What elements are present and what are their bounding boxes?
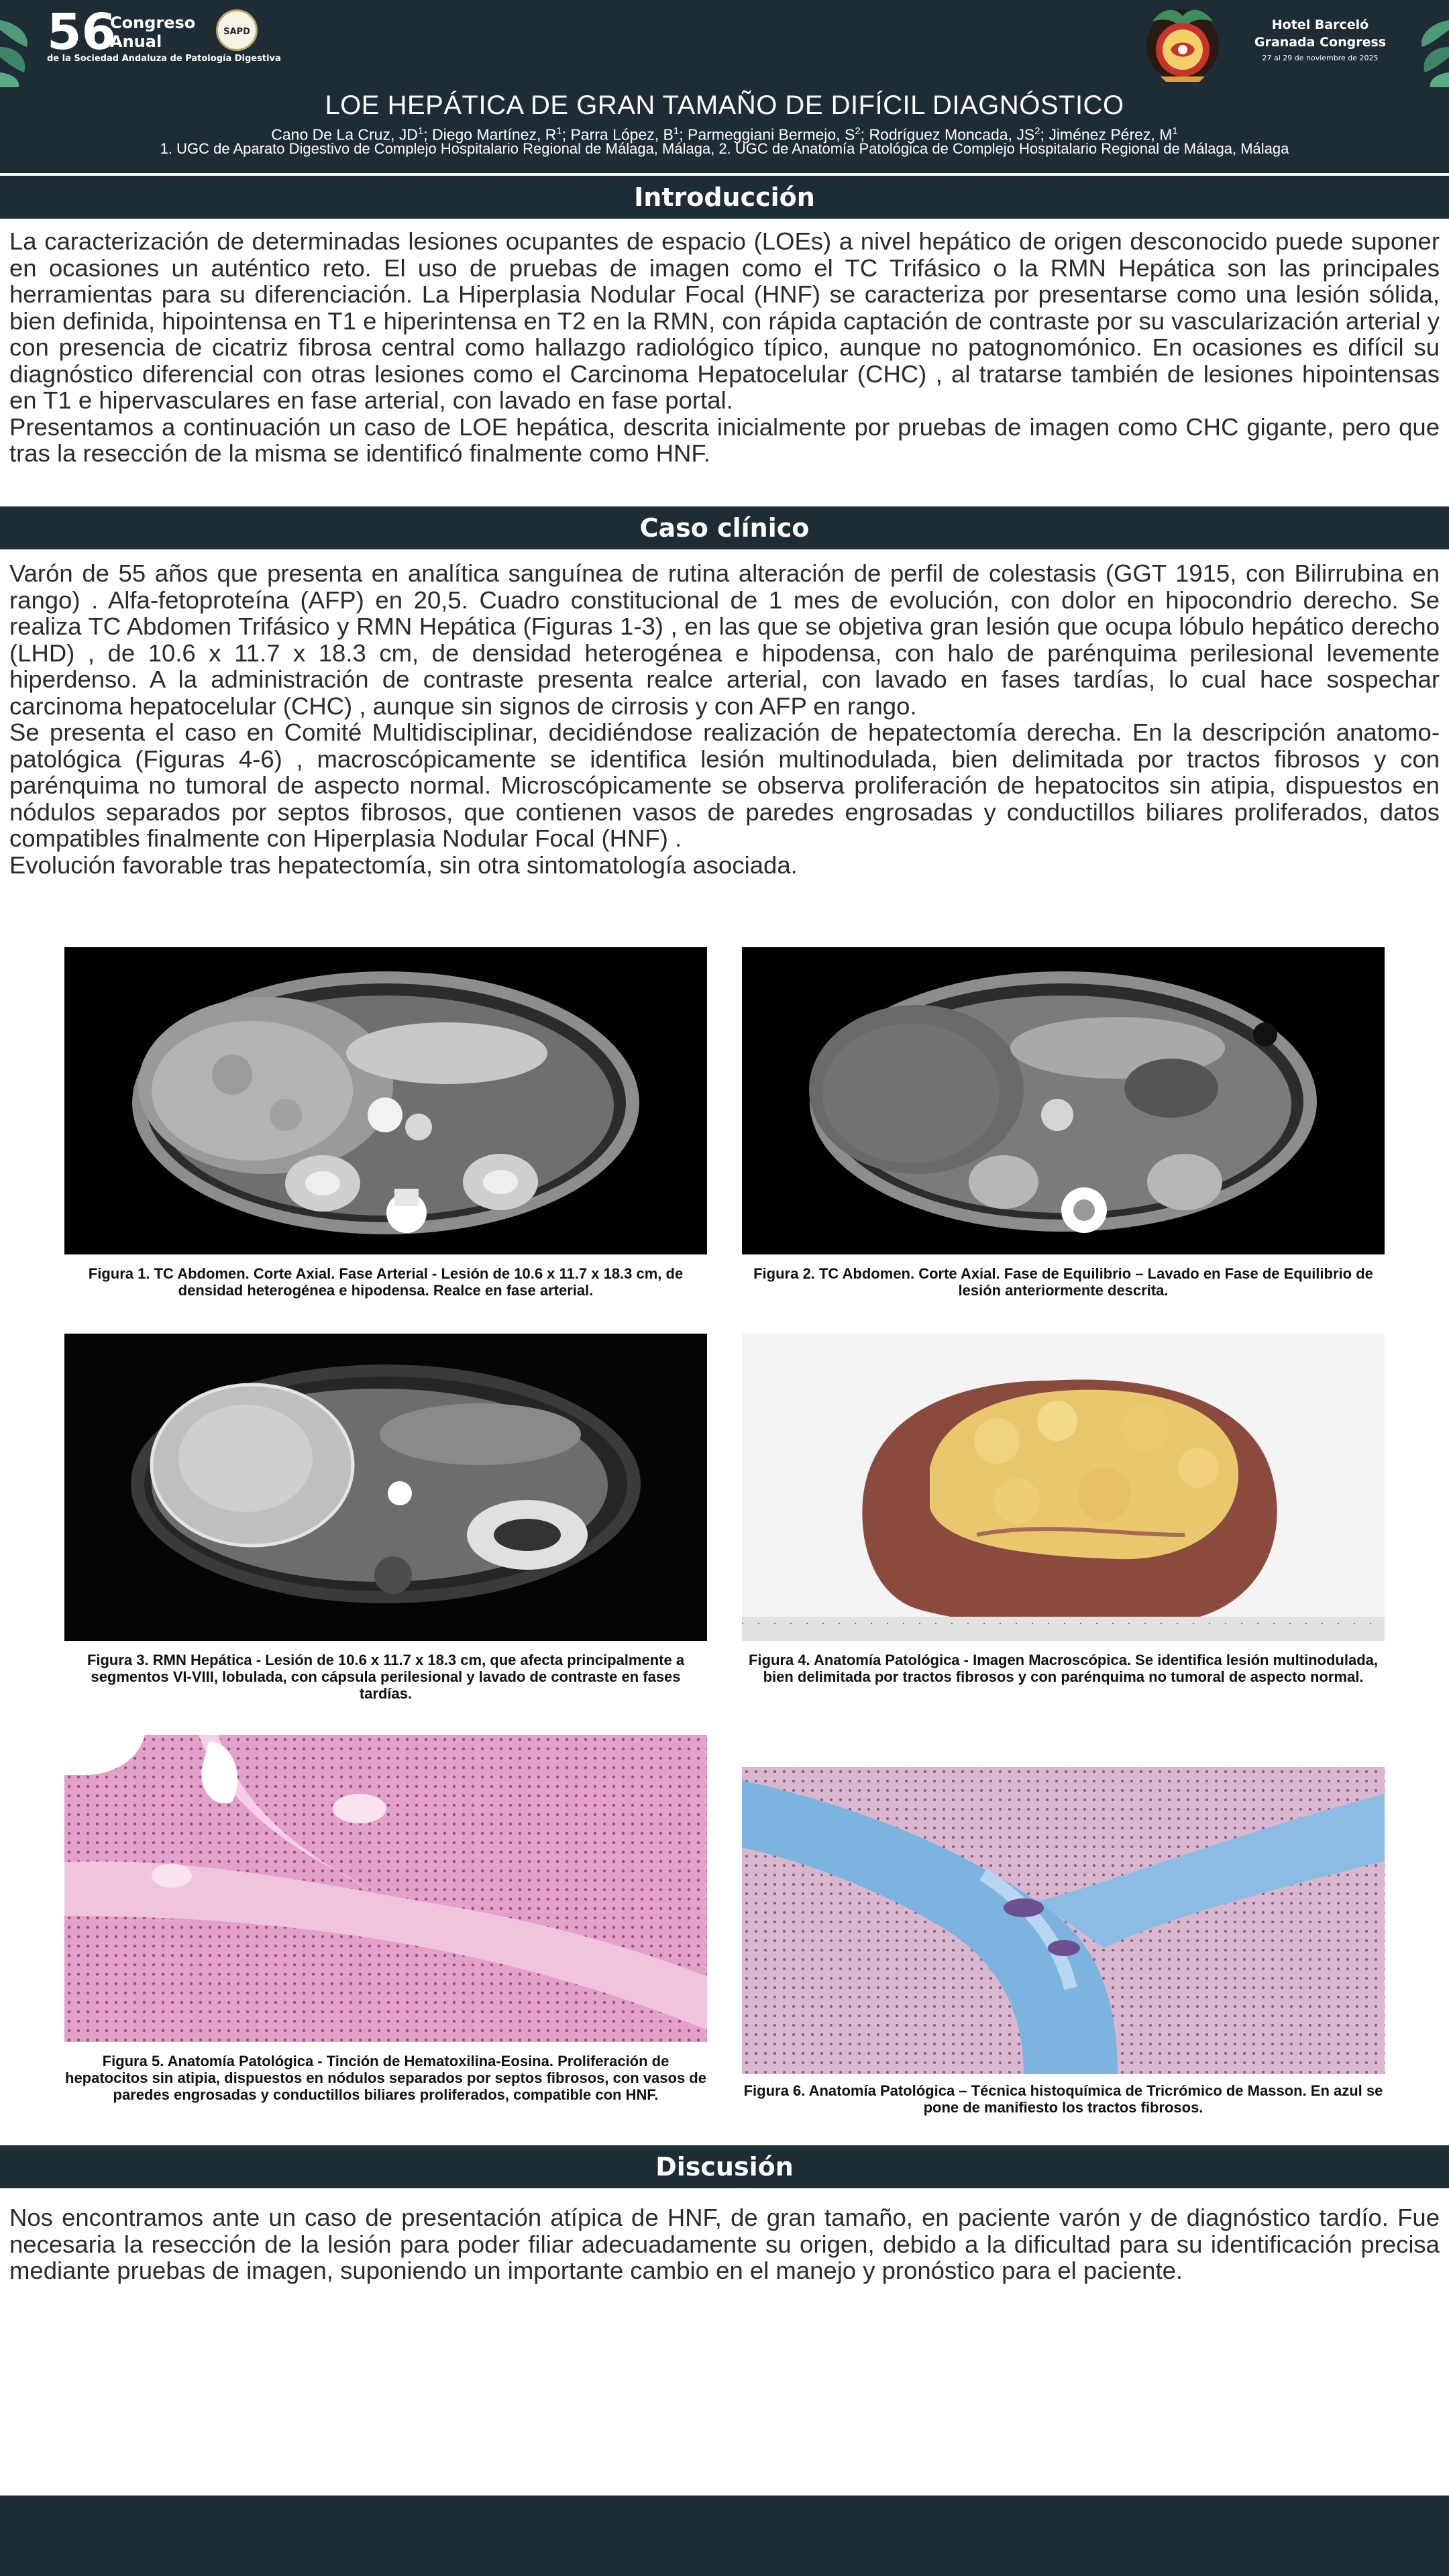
figure-2-caption: Figura 2. TC Abdomen. Corte Axial. Fase de Equilibrio – Lavado en Fase de Equilibrio de lesión anteriormente descrita. — [753, 1265, 1373, 1299]
author-name: Parra López, B — [570, 125, 674, 144]
figure-3-rmn-hepatica — [64, 1334, 707, 1641]
author-name: Cano De La Cruz, JD — [271, 125, 418, 144]
poster-title: LOE HEPÁTICA DE GRAN TAMAÑO DE DIFÍCIL DIAGNÓSTICO — [325, 91, 1124, 120]
author-name: Parmeggiani Bermejo, S — [688, 125, 855, 144]
author-affiliation-number: 1 — [673, 125, 680, 137]
figure-5-caption: Figura 5. Anatomía Patológica - Tinción de Hematoxilina-Eosina. Proliferación de hepatocitos sin atipia, dispuestos en nódulos separados por septos fibrosos, con vasos de paredes engrosadas y conductillos biliares proliferados, compatible con HNF. — [65, 2053, 706, 2103]
figure-6-caption: Figura 6. Anatomía Patológica – Técnica histoquímica de Tricrómico de Masson. En azul se pone de manifiesto los tractos fibrosos. — [743, 2082, 1383, 2116]
poster-footer — [0, 2496, 1449, 2576]
author-separator: ; — [860, 125, 869, 144]
author-name: Rodríguez Moncada, JS — [869, 125, 1035, 144]
congress-label — [110, 13, 195, 51]
figure-1-caption: Figura 1. TC Abdomen. Corte Axial. Fase Arterial - Lesión de 10.6 x 11.7 x 18.3 cm, de densidad heterogénea e hipodensa. Realce en fase arterial. — [88, 1265, 684, 1299]
intro-paragraph: La caracterización de determinadas lesiones ocupantes de espacio (LOEs) a nivel hepático de origen desconocido puede suponer en ocasiones un auténtico reto. El uso de pruebas de imagen como el TC Trifásico o la RMN Hepática son las principales herramientas para su diferenciación. La Hiperplasia Nodular Focal (HNF) se caracteriza por presentarse como una lesión sólida, bien definida, hipointensa en T1 e hiperintensa en T2 en la RMN, con rápida captación de contraste por su vascularización arterial y con presencia de cicatriz fibrosa central como hallazgo radiológico típico, aunque no patognomónico. En ocasiones es difícil su diagnóstico diferencial con otras lesiones como el Carcinoma Hepatocelular (CHC) , al tratarse también de lesiones hipointensas en T1 e hipervasculares en fase arterial, con lavado en fase portal. — [9, 227, 1440, 414]
figure-6-tricromico-masson — [742, 1767, 1385, 2074]
discussion-text — [9, 2204, 1440, 2284]
author-separator: ; — [679, 125, 688, 144]
venue-info — [1253, 16, 1387, 66]
case-paragraph: Varón de 55 años que presenta en analítica sanguínea de rutina alteración de perfil de colestasis (GGT 1915, con Bilirrubina en rango) . Alfa-fetoproteína (AFP) en 20,5. Cuadro constitucional de 1 mes de evolución, con dolor en hipocondrio derecho. Se realiza TC Abdomen Trifásico y RMN Hepática (Figuras 1-3) , en las que se objetiva gran lesión que ocupa lóbulo hepático derecho (LHD) , de 10.6 x 11.7 x 18.3 cm, de densidad heterogénea e hipodensa, con halo de parénquima perilesional levemente hiperdenso. A la administración de contraste presenta realce arterial, con lavado en fases tardías, lo cual hace sospechar carcinoma hepatocelular (CHC) , aunque sin signos de cirrosis y con AFP en rango. — [9, 559, 1440, 720]
author-separator: ; — [423, 125, 432, 144]
author-separator: ; — [1040, 125, 1049, 144]
author-affiliation-number: 1 — [417, 125, 424, 137]
author-affiliation-number: 2 — [855, 125, 861, 137]
author-affiliation-number: 1 — [1172, 125, 1178, 137]
venue-line1: Hotel Barceló — [1271, 17, 1369, 32]
leaf-decoration-icon — [1402, 7, 1449, 87]
sapd-logo: SAPD — [216, 9, 258, 51]
intro-paragraph: Presentamos a continuación un caso de LOE hepática, descrita inicialmente por pruebas de imagen como CHC gigante, pero que tras la resección de la misma se identificó finalmente como HNF. — [9, 413, 1440, 467]
granada-emblem-icon — [1140, 1, 1225, 86]
author-name: Jiménez Pérez, M — [1049, 125, 1173, 144]
case-text — [9, 560, 1440, 878]
congress-line2: Anual — [110, 32, 162, 51]
venue-dates: 27 al 29 de noviembre de 2025 — [1262, 54, 1379, 62]
discussion-paragraph: Nos encontramos ante un caso de presentación atípica de HNF, de gran tamaño, en paciente varón y de diagnóstico tardío. Fue necesaria la resección de la lesión para poder filiar adecuadamente su origen, debido a la dificultad para su identificación precisa mediante pruebas de imagen, suponiendo un importante cambio en el manejo y pronóstico para el paciente. — [9, 2204, 1440, 2284]
author-name: Diego Martínez, R — [431, 125, 557, 144]
case-paragraph: Se presenta el caso en Comité Multidisciplinar, decidiéndose realización de hepatectomía derecha. En la descripción anatomo-patológica (Figuras 4-6) , macroscópicamente se identifica lesión multinodulada, bien delimitada por tractos fibrosos y con parénquima no tumoral de aspecto normal. Microscópicamente se observa proliferación de hepatocitos sin atipia, dispuestos en nódulos separados por septos fibrosos, que contienen vasos de paredes engrosadas y conductillos biliares proliferados, datos compatibles finalmente con Hiperplasia Nodular Focal (HNF) . — [9, 718, 1440, 852]
congress-number: 56 — [47, 3, 116, 61]
poster-header — [0, 0, 1449, 173]
case-paragraph: Evolución favorable tras hepatectomía, sin otra sintomatología asociada. — [9, 851, 798, 879]
figure-1-ct-arterial — [64, 947, 707, 1254]
figure-5-hematoxilina-eosina — [64, 1735, 707, 2042]
affiliations: 1. UGC de Aparato Digestivo de Complejo Hospitalario Regional de Málaga, Málaga, 2. UGC de Anatomía Patológica de Complejo Hospitalario Regional de Málaga, Málaga — [160, 140, 1289, 157]
section-heading-caso-clinico: Caso clínico — [0, 506, 1449, 549]
figure-3-caption: Figura 3. RMN Hepática - Lesión de 10.6 x 11.7 x 18.3 cm, que afecta principalmente a segmentos VI-VIII, lobulada, con cápsula perilesional y lavado de contraste en fases tardías. — [87, 1652, 685, 1702]
venue-line2: Granada Congress — [1254, 35, 1387, 50]
author-affiliation-number: 2 — [1034, 125, 1040, 137]
leaf-decoration-icon — [0, 7, 47, 87]
author-separator: ; — [561, 125, 571, 144]
section-heading-discusion: Discusión — [0, 2145, 1449, 2188]
author-affiliation-number: 1 — [556, 125, 562, 137]
society-name: de la Sociedad Andaluza de Patología Digestiva — [47, 54, 281, 64]
figure-4-macroscopica — [742, 1334, 1385, 1641]
intro-text — [9, 228, 1440, 467]
figure-2-ct-equilibrio — [742, 947, 1385, 1254]
figure-4-caption: Figura 4. Anatomía Patológica - Imagen Macroscópica. Se identifica lesión multinodulada, bien delimitada por tractos fibrosos y con parénquima no tumoral de aspecto normal. — [748, 1652, 1379, 1685]
congress-line1: Congreso — [110, 13, 196, 32]
section-heading-introduccion: Introducción — [0, 176, 1449, 219]
